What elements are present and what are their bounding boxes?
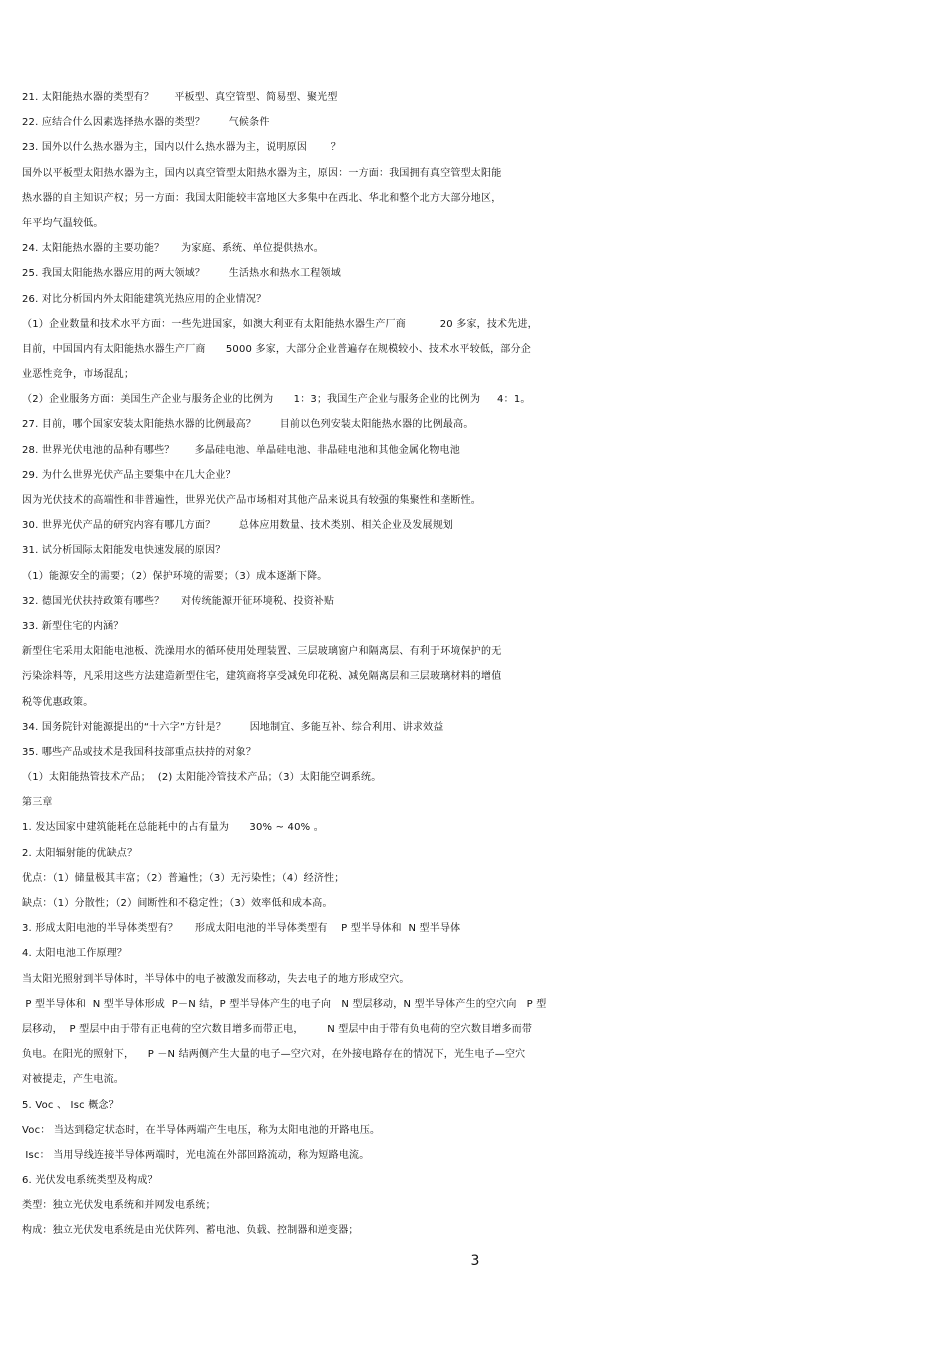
text-line: 35. 哪些产品或技术是我国科技部重点扶持的对象？ [22, 746, 257, 758]
text-line: 当太阳光照射到半导体时，半导体中的电子被激发而移动，失去电子的地方形成空穴。 [22, 973, 410, 985]
text-line: 污染涂料等，凡采用这些方法建造新型住宅，建筑商将享受减免印花税、减免隔离层和三层玻璃材料的增值 [22, 671, 502, 683]
text-line: 税等优惠政策。 [22, 696, 94, 708]
text-line: 28. 世界光伏电池的品种有哪些？ 多晶硅电池、单晶硅电池、非晶硅电池和其他金属化物电池 [22, 444, 460, 456]
text-line: 32. 德国光伏扶持政策有哪些？ 对传统能源开征环境税、投资补贴 [22, 595, 335, 607]
text-line: 26. 对比分析国内外太阳能建筑光热应用的企业情况？ [22, 293, 267, 305]
text-line: 国外以平板型太阳热水器为主，国内以真空管型太阳热水器为主，原因：一方面：我国拥有真空管型太阳能 [22, 167, 502, 179]
text-line: 优点：（1）储量极其丰富；（2）普遍性；（3）无污染性；（4）经济性； [22, 872, 345, 884]
text-line: 第三章 [22, 797, 53, 809]
text-line: 负电。在阳光的照射下， P －N 结两侧产生大量的电子—空穴对，在外接电路存在的情况下，光生电子—空穴 [22, 1049, 526, 1061]
text-line: 缺点：（1）分散性；（2）间断性和不稳定性；（3）效率低和成本高。 [22, 898, 333, 909]
text-line: 27. 目前，哪个国家安装太阳能热水器的比例最高？ 目前以色列安装太阳能热水器的比例最高。 [22, 419, 474, 431]
text-line: Isc： 当用导线连接半导体两端时，光电流在外部回路流动，称为短路电流。 [22, 1149, 370, 1161]
text-line: 30. 世界光伏产品的研究内容有哪几方面？ 总体应用数量、技术类别、相关企业及发展规划 [22, 520, 454, 532]
text-line: 业恶性竞争，市场混乱； [22, 369, 135, 381]
text-line: 24. 太阳能热水器的主要功能？ 为家庭、系统、单位提供热水。 [22, 243, 324, 255]
text-line: 对被提走，产生电流。 [22, 1074, 124, 1086]
text-line: （1）能源安全的需要；（2）保护环境的需要；（3）成本逐渐下降。 [22, 570, 328, 582]
text-line: 1. 发达国家中建筑能耗在总能耗中的占有量为 30% ~ 40% 。 [22, 822, 324, 834]
text-line: 31. 试分析国际太阳能发电快速发展的原因？ [22, 545, 226, 557]
text-line: 21. 太阳能热水器的类型有？ 平板型、真空管型、简易型、聚光型 [22, 92, 338, 103]
text-line: 2. 太阳辐射能的优缺点？ [22, 847, 138, 859]
text-line: 因为光伏技术的高端性和非普遍性，世界光伏产品市场相对其他产品来说具有较强的集聚性和垄断性。 [22, 495, 481, 506]
text-line: 22. 应结合什么因素选择热水器的类型？ 气候条件 [22, 117, 270, 129]
text-line: Voc： 当达到稳定状态时，在半导体两端产生电压，称为太阳电池的开路电压。 [22, 1124, 381, 1136]
page-number: 3 [470, 1253, 480, 1269]
text-line: 4. 太阳电池工作原理？ [22, 948, 128, 960]
text-line: 新型住宅采用太阳能电池板、洗澡用水的循环使用处理装置、三层玻璃窗户和隔离层、有利于环境保护的无 [22, 646, 502, 658]
page-body-text [22, 85, 930, 1244]
text-line: 33. 新型住宅的内涵？ [22, 620, 124, 632]
text-line: 34. 国务院针对能源提出的“十六字”方针是？ 因地制宜、多能互补、综合利用、讲求效益 [22, 721, 444, 733]
text-line: （1）企业数量和技术水平方面：一些先进国家，如澳大利亚有太阳能热水器生产厂商 20 多家，技术先进， [22, 318, 538, 330]
text-line: 类型：独立光伏发电系统和并网发电系统； [22, 1200, 216, 1212]
text-line: P 型半导体和 N 型半导体形成 P－N 结，P 型半导体产生的电子向 N 型层移动，N 型半导体产生的空穴向 P 型 [22, 998, 547, 1010]
text-line: 5. Voc 、 Isc 概念？ [22, 1099, 119, 1111]
text-line: 25. 我国太阳能热水器应用的两大领域？ 生活热水和热水工程领域 [22, 268, 341, 280]
text-line: （2）企业服务方面：美国生产企业与服务企业的比例为 1：3；我国生产企业与服务企业的比例为 4：1。 [22, 394, 531, 406]
text-line: 构成：独立光伏发电系统是由光伏阵列、蓄电池、负载、控制器和逆变器； [22, 1225, 359, 1237]
text-line: 23. 国外以什么热水器为主，国内以什么热水器为主，说明原因 ？ [22, 142, 341, 154]
text-line: 热水器的自主知识产权；另一方面：我国太阳能较丰富地区大多集中在西北、华北和整个北方大部分地区， [22, 192, 502, 204]
text-line: 6. 光伏发电系统类型及构成？ [22, 1175, 158, 1187]
text-line: 29. 为什么世界光伏产品主要集中在几大企业？ [22, 469, 236, 481]
text-line: 3. 形成太阳电池的半导体类型有？ 形成太阳电池的半导体类型有 P 型半导体和 N 型半导体 [22, 923, 461, 935]
text-line: （1）太阳能热管技术产品； (2) 太阳能冷管技术产品；（3）太阳能空调系统。 [22, 772, 382, 784]
text-line: 目前，中国国内有太阳能热水器生产厂商 5000 多家，大部分企业普遍存在规模较小、技术水平较低，部分企 [22, 343, 531, 355]
text-line: 年平均气温较低。 [22, 217, 104, 229]
text-line: 层移动， P 型层中由于带有正电荷的空穴数目增多而带正电， N 型层中由于带有负电荷的空穴数目增多而带 [22, 1023, 533, 1035]
